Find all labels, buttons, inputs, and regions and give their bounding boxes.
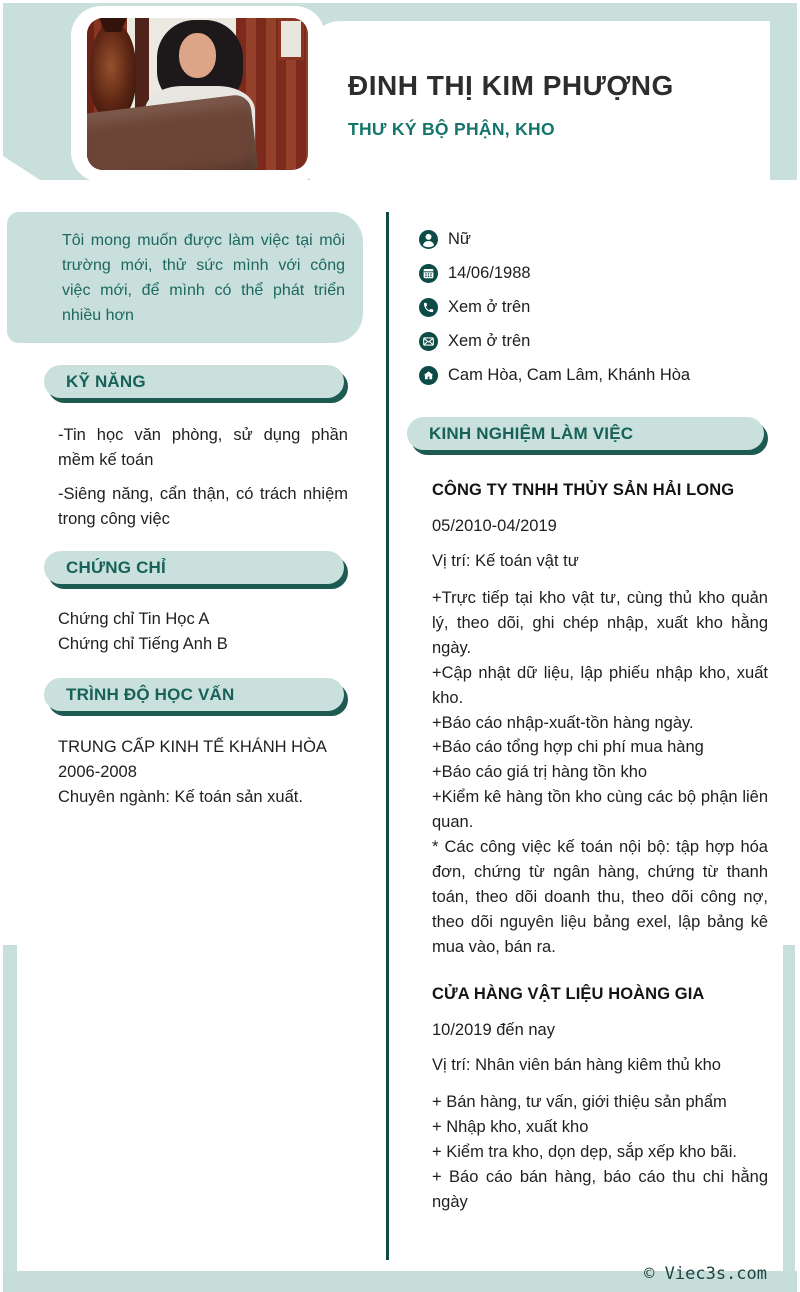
job-company: CỬA HÀNG VẬT LIỆU HOÀNG GIA xyxy=(432,985,705,1003)
duty-item: +Cập nhật dữ liệu, lập phiếu nhập kho, xuất kho. xyxy=(432,663,768,707)
certificates-list xyxy=(58,607,350,657)
personal-info-list xyxy=(419,222,779,392)
info-row-phone xyxy=(419,290,779,324)
education-heading: TRÌNH ĐỘ HỌC VẤN xyxy=(66,684,235,704)
job-duties xyxy=(432,1090,768,1215)
gender-value: Nữ xyxy=(448,229,471,248)
job-period: 05/2010-04/2019 xyxy=(432,517,557,535)
duty-item: +Trực tiếp tại kho vật tư, cùng thủ kho quản lý, theo dõi, ghi chép nhập, xuất kho hằng ngày. xyxy=(432,589,768,657)
duty-item: +Báo cáo nhập-xuất-tồn hàng ngày. xyxy=(432,713,694,732)
user-icon xyxy=(419,230,438,249)
left-accent-band xyxy=(3,945,17,1292)
job-duties xyxy=(432,586,768,960)
photo-window xyxy=(278,18,304,60)
photo-card xyxy=(71,6,325,182)
phone-value: Xem ở trên xyxy=(448,297,531,316)
photo-person-face xyxy=(179,33,216,78)
certificate-item: Chứng chỉ Tin Học A xyxy=(58,610,210,628)
education-years: 2006-2008 xyxy=(58,763,137,781)
info-row-address xyxy=(419,358,779,392)
home-icon xyxy=(419,366,438,385)
duty-item: +Báo cáo giá trị hàng tồn kho xyxy=(432,763,648,782)
job-position: Vị trí: Nhân viên bán hàng kiêm thủ kho xyxy=(432,1056,721,1074)
info-row-gender xyxy=(419,222,779,256)
section-header-certificates xyxy=(44,551,344,584)
objective-box xyxy=(7,212,363,343)
duty-item: + Bán hàng, tư vấn, giới thiệu sản phẩm xyxy=(432,1093,727,1111)
certificate-item: Chứng chỉ Tiếng Anh B xyxy=(58,635,228,653)
photo-vase xyxy=(90,24,136,118)
job-company: CÔNG TY TNHH THỦY SẢN HẢI LONG xyxy=(432,481,735,499)
duty-item: +Kiểm kê hàng tồn kho cùng các bộ phận liên quan. xyxy=(432,788,768,832)
duty-item: +Báo cáo tổng hợp chi phí mua hàng xyxy=(432,738,704,757)
education-block xyxy=(58,735,350,810)
profile-photo xyxy=(87,18,308,170)
calendar-icon xyxy=(419,264,438,283)
info-row-email xyxy=(419,324,779,358)
objective-text: Tôi mong muốn được làm việc tại môi trường mới, thử sức mình với công việc mới, để mình có thể phát triển nhiều hơn xyxy=(62,232,345,324)
duty-item: + Báo cáo bán hàng, báo cáo thu chi hằng ngày xyxy=(432,1167,768,1211)
candidate-job-title: THƯ KÝ BỘ PHẬN, KHO xyxy=(348,119,555,139)
skill-item: -Tin học văn phòng, sử dụng phần mềm kế toán xyxy=(58,426,348,469)
job-entry xyxy=(432,479,768,960)
section-header-skills xyxy=(44,365,344,398)
skill-item: -Siêng năng, cẩn thận, có trách nhiệm trong công việc xyxy=(58,485,348,528)
experience-heading: KINH NGHIỆM LÀM VIỆC xyxy=(429,423,634,443)
watermark-text: © Viec3s.com xyxy=(644,1264,767,1284)
email-value: Xem ở trên xyxy=(448,331,531,350)
info-row-birthdate xyxy=(419,256,779,290)
phone-icon xyxy=(419,298,438,317)
section-header-education xyxy=(44,678,344,711)
job-period: 10/2019 đến nay xyxy=(432,1021,555,1039)
column-divider xyxy=(386,212,389,1260)
duty-item: + Nhập kho, xuất kho xyxy=(432,1117,589,1136)
duty-item: * Các công việc kế toán nội bộ: tập hợp hóa đơn, chứng từ ngân hàng, chứng từ thanh toán, theo dõi doanh thu, theo dõi công nợ, theo dõi nguyên liệu bảng exel, lập bảng kê mua vào, bán ra. xyxy=(432,838,768,956)
candidate-name: ĐINH THỊ KIM PHƯỢNG xyxy=(348,70,674,101)
birthdate-value: 14/06/1988 xyxy=(448,263,531,282)
address-value: Cam Hòa, Cam Lâm, Khánh Hòa xyxy=(448,365,691,384)
duty-item: + Kiểm tra kho, dọn dẹp, sắp xếp kho bãi. xyxy=(432,1142,737,1161)
job-position: Vị trí: Kế toán vật tư xyxy=(432,552,579,570)
section-header-experience xyxy=(407,417,764,450)
skills-list xyxy=(58,423,348,541)
skills-heading: KỸ NĂNG xyxy=(66,371,146,391)
certificates-heading: CHỨNG CHỈ xyxy=(66,557,166,577)
mail-icon xyxy=(419,332,438,351)
right-accent-band xyxy=(783,945,795,1292)
education-school: TRUNG CẤP KINH TẾ KHÁNH HÒA xyxy=(58,738,327,756)
job-entry xyxy=(432,983,768,1215)
education-major: Chuyên ngành: Kế toán sản xuất. xyxy=(58,788,303,806)
